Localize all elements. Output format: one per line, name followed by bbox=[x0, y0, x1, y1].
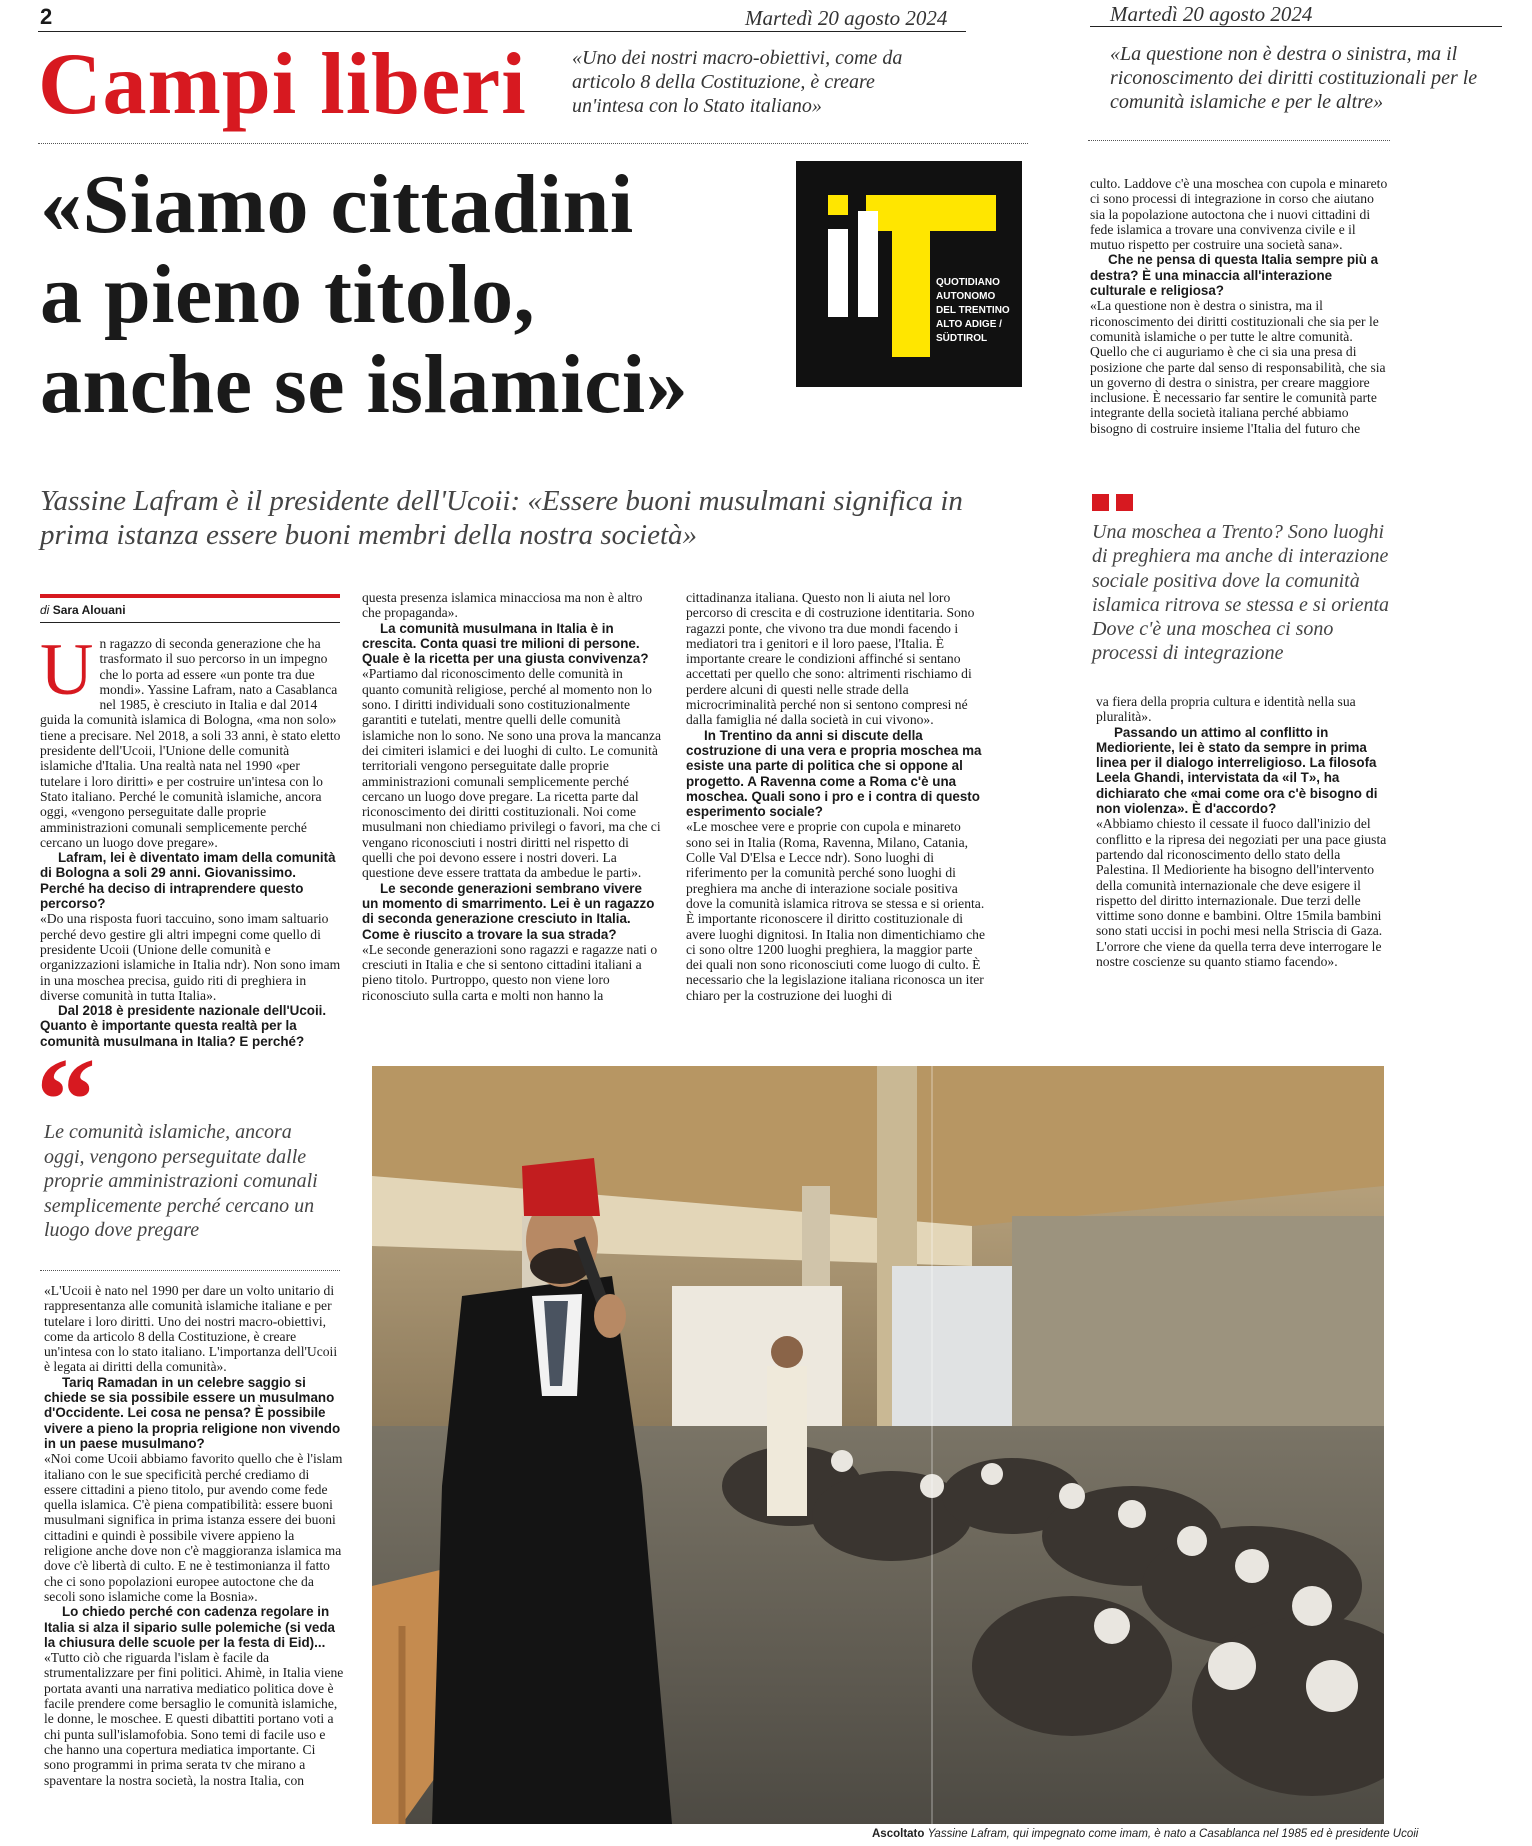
interview-question: Le seconde generazioni sembrano vivere un momento di smarrimento. Lei è un ragazzo di seconda generazione cresciuto in Italia. Come è riuscito a trovare la sua strada? bbox=[362, 880, 655, 942]
quote-right-divider bbox=[1088, 140, 1390, 141]
red-square-icon bbox=[1116, 494, 1133, 511]
quote-mark-icon: “ bbox=[36, 1033, 96, 1166]
article-column-1 bbox=[40, 629, 342, 1049]
article-paragraph: «Partiamo dal riconoscimento delle comunità in quanto comunità religiose, perché al momento non lo sono. I diritti individuali sono costituzionalmente garantiti e tutelati, mentre quelli delle comunità islamiche non lo sono. Ne sono una prova la mancanza dei cimiteri islamici e dei luoghi di culto. Le comunità territoriali vengono perseguitate dalle proprie amministrazioni comunali semplicemente perché cercano un luogo dove pregare. La ricetta parte dal riconoscimento dei diritti costituzionali. Noi come musulmani non chiediamo privilegi o favori, ma che ci vengano riconosciuti i nostri diritti nel rispetto di quelli che poi devono essere i nostri doveri. La questione deve essere trattata da ambedue le parti». bbox=[362, 666, 661, 881]
interview-question: Lo chiedo perché con cadenza regolare in Italia si alza il sipario sulle polemiche (si veda la chiusura delle scuole per la festa di Eid)... bbox=[44, 1604, 335, 1650]
article-paragraph: n ragazzo di seconda generazione che ha trasformato il suo percorso in un impegno che lo porta ad essere «un ponte tra due mondi». Yassine Lafram, nato a Casablanca nel 1985, è cresciuto in Italia e dal 2014 guida la comunità islamica di Bologna, «ma non solo» tiene a precisare. Nel 2018, a soli 33 anni, è stato eletto presidente dell'Ucoii, l'Unione delle comunità islamiche d'Italia. Una realtà nata nel 1990 «per tutelare i loro diritti» e per costruire un'intesa con lo Stato italiano. Perché le comunità islamiche, ancora oggi, «vengono perseguitate dalle proprie amministrazioni comunali semplicemente perché cercano un luogo dove pregare». bbox=[40, 636, 341, 850]
article-column-bottom-left bbox=[44, 1283, 344, 1788]
page-date: Martedì 20 agosto 2024 bbox=[745, 6, 948, 30]
headline-line-3: anche se islamici» bbox=[40, 338, 689, 431]
interview-question: Dal 2018 è presidente nazionale dell'Ucoii. Quanto è importante questa realtà per la comunità musulmana in Italia? E perché? bbox=[40, 1003, 327, 1049]
article-column-2 bbox=[362, 590, 662, 1003]
byline-accent bbox=[40, 594, 340, 598]
article-photo bbox=[372, 1066, 1384, 1824]
byline-prefix: di bbox=[40, 603, 50, 617]
quote-right: «La questione non è destra o sinistra, ma il riconoscimento dei diritti costituzionali per le comunità islamiche e per le altre» bbox=[1110, 43, 1478, 113]
svg-text:DEL TRENTINO: DEL TRENTINO bbox=[936, 305, 1010, 316]
article-paragraph: «Noi come Ucoii abbiamo favorito quello che è l'islam italiano con le sue specificità perché crediamo di essere cittadini a pieno titolo, pur avendo come fede quella islamica. C'è piena compatibilità: essere buoni musulmani significa in prima istanza essere dei buoni cittadini e quindi è possibile vivere appieno la religione anche dove non c'è maggioranza islamica ma dove c'è libertà di culto. E ne è testimonianza il fatto che ci sono popolazioni europee autoctone che da secoli sono islamiche come la Bosnia». bbox=[44, 1451, 343, 1604]
photo-caption-text: Yassine Lafram, qui impegnato come imam, è nato a Casablanca nel 1985 ed è presidente Ucoii bbox=[927, 1828, 1419, 1840]
section-divider bbox=[38, 143, 1028, 144]
pullquote-left-divider bbox=[40, 1270, 340, 1271]
headline-line-2: a pieno titolo, bbox=[40, 248, 536, 341]
section-quote: «Uno dei nostri macro-obiettivi, come da articolo 8 della Costituzione, è creare un'intesa con lo Stato italiano» bbox=[572, 47, 903, 117]
photo-caption bbox=[872, 1828, 1418, 1840]
headline bbox=[40, 160, 850, 430]
article-column-3 bbox=[686, 590, 986, 1003]
byline bbox=[40, 603, 126, 617]
section-title: Campi liberi bbox=[38, 36, 527, 133]
red-square-icon bbox=[1092, 494, 1109, 511]
svg-text:QUOTIDIANO: QUOTIDIANO bbox=[936, 277, 1000, 288]
drop-cap: U bbox=[40, 629, 94, 711]
byline-author: Sara Alouani bbox=[52, 603, 126, 617]
interview-question: Tariq Ramadan in un celebre saggio si chiede se sia possibile essere un musulmano d'Occidente. Lei cosa ne pensa? È possibile vivere a pieno la propria religione non vivendo in un paese musulmano? bbox=[44, 1374, 341, 1451]
article-paragraph: «La questione non è destra o sinistra, ma il riconoscimento dei diritti costituzionali che sia per le comunità islamiche o per tutte le altre comunità. Quello che ci auguriamo è che ci sia una presa di posizione che parte dal senso di responsabilità, che sia un governo di destra o sinistra, per creare maggiore inclusione. È necessario far sentire le comunità parte integrante della società italiana perché abbiamo bisogno di costruire insieme l'Italia del futuro che bbox=[1090, 298, 1386, 436]
page-number: 2 bbox=[40, 4, 53, 29]
article-paragraph: questa presenza islamica minacciosa ma non è altro che propaganda». bbox=[362, 590, 643, 621]
article-paragraph: «Tutto ciò che riguarda l'islam è facile da strumentalizzare per fini politici. Ahimè, in Italia viene portata avanti una narrativa mediatico politica dove è facile prendere come bersaglio le comunità islamiche, le donne, le moschee. E questi dibattiti portano voti a chi punta sull'islamofobia. Sono temi di facile uso e che hanno una copertura mediatica importante. Ci sono programmi in prima serata tv che mirano a spaventare la nostra società, la nostra Italia, con bbox=[44, 1650, 344, 1788]
pullquote-left: Le comunità islamiche, ancora oggi, vengono perseguitate dalle proprie amministrazioni comunali semplicemente perché cercano un luogo dove pregare bbox=[44, 1121, 318, 1241]
interview-question: La comunità musulmana in Italia è in crescita. Conta quasi tre milioni di persone. Quale è la ricetta per una giusta convivenza? bbox=[362, 620, 649, 667]
svg-text:SÜDTIROL: SÜDTIROL bbox=[936, 333, 988, 344]
article-paragraph: culto. Laddove c'è una moschea con cupola e minareto ci sono processi di integrazione in corso che aiutano sia la popolazione autoctona che i nuovi cittadini di fede islamica a trovare una convivenza civile e il mutuo rispetto per costruire una società sana». bbox=[1090, 176, 1388, 253]
interview-question: Che ne pensa di questa Italia sempre più a destra? È una minaccia all'interazione culturale e religiosa? bbox=[1090, 252, 1379, 299]
il-t-logo-icon bbox=[796, 161, 1022, 387]
headline-line-1: «Siamo cittadini bbox=[40, 158, 634, 251]
article-paragraph: «Abbiamo chiesto il cessate il fuoco dall'inizio del conflitto e la ripresa dei negoziati per una pace giusta partendo dal riconoscimento dello stato della Palestina. Il Medioriente ha bisogno dell'intervento della comunità internazionale che deve esigere il rispetto del diritto internazionale. Due terzi delle vittime sono donne e bambini. Oltre 15mila bambini sono stati uccisi in pochi mesi nella Striscia di Gaza. L'orrore che viene da quella terra deve interrogare le nostre coscienze su quanto stiamo facendo». bbox=[1096, 816, 1387, 970]
article-paragraph: «Do una risposta fuori taccuino, sono imam saltuario perché devo gestire gli altri impegni come quello di presidente Ucoii (Unione delle comunità e organizzazioni islamiche in Italia ndr). Non sono imam in una moschea precisa, guido riti di preghiera in diverse comunità in tutta Italia». bbox=[40, 911, 341, 1003]
newspaper-logo bbox=[796, 161, 1022, 387]
interview-question: In Trentino da anni si discute della costruzione di una vera e propria moschea ma esiste una parte di politica che si oppone al progetto. A Ravenna come a Roma c'è una moschea. Quali sono i pro e i contra di questo esperimento sociale? bbox=[686, 727, 982, 820]
article-column-4-top bbox=[1090, 176, 1390, 436]
pullquote-right: Una moschea a Trento? Sono luoghi di preghiera ma anche di interazione sociale positiva dove la comunità islamica ritrova se stessa e si orienta Dove c'è una moschea ci sono processi di integrazione bbox=[1092, 521, 1390, 665]
headline-subtitle: Yassine Lafram è il presidente dell'Ucoii: «Essere buoni musulmani significa in prima istanza essere buoni membri della nostra società» bbox=[40, 485, 963, 551]
photo-caption-label: Ascoltato bbox=[872, 1828, 925, 1840]
byline-rule bbox=[40, 622, 340, 623]
svg-text:AUTONOMO: AUTONOMO bbox=[936, 291, 996, 302]
article-paragraph: «L'Ucoii è nato nel 1990 per dare un volto unitario di rappresentanza alle comunità islamiche italiane e per tutelare i loro diritti. Uno dei nostri macro-obiettivi, come da articolo 8 della Costituzione, è creare un'intesa con lo stato italiano. L'importanza dell'Ucoii è legata ai diritti della comunità». bbox=[44, 1283, 338, 1375]
article-paragraph: cittadinanza italiana. Questo non li aiuta nel loro percorso di crescita e di costruzione identitaria. Sono ragazzi ponte, che vivono tra due mondi facendo i mediatori tra i genitori e il loro paese, l'Italia. È importante creare le condizioni affinché si sentano accettati per quello che sono: altrimenti rischiamo di perdere alcuni di questi nelle strade della microcriminalità perché non si sentono compresi né dalla famiglia né dalla società in cui vivono». bbox=[686, 590, 975, 728]
page-date-right: Martedì 20 agosto 2024 bbox=[1110, 2, 1313, 26]
pullquote-marker bbox=[1092, 494, 1133, 516]
article-paragraph: «Le seconde generazioni sono ragazzi e ragazze nati o cresciuti in Italia e che si sentono cittadini italiani a pieno titolo. Purtroppo, questo non viene loro riconosciuto sulla carta e molti non hanno la bbox=[362, 941, 658, 1003]
article-paragraph: «Le moschee vere e proprie con cupola e minareto sono sei in Italia (Roma, Ravenna, Milano, Catania, Colle Val D'Elsa e Lecce ndr). Sono luoghi di riferimento per la comunità perché sono luoghi di preghiera ma anche di interazione sociale positiva dove la comunità islamica ritrova se stessa e si orienta. È importante riconoscere il diritto costituzionale di avere luoghi dignitosi. In Italia non dimentichiamo che ci sono oltre 1200 luoghi preghiera, la maggior parte dei quali non sono riconosciuti come luogo di culto. È necessario che la legislazione italiana riconosca un iter chiaro per la costruzione dei luoghi di bbox=[686, 819, 985, 1003]
photo-illustration bbox=[372, 1066, 1384, 1824]
svg-text:ALTO ADIGE /: ALTO ADIGE / bbox=[936, 319, 1002, 330]
header-rule bbox=[38, 31, 966, 32]
article-column-4-bottom bbox=[1096, 694, 1396, 969]
interview-question: Passando un attimo al conflitto in Medioriente, lei è stato da sempre in prima linea per il dialogo interreligioso. La filosofa Leela Ghandi, intervistata da «il T», ha dichiarato che «mai come ora c'è bisogno di non violenza». È d'accordo? bbox=[1096, 724, 1378, 817]
interview-question: Lafram, lei è diventato imam della comunità di Bologna a soli 29 anni. Giovanissimo. Perché ha deciso di intraprendere questo percorso? bbox=[40, 850, 336, 912]
header-rule-right bbox=[1090, 26, 1502, 27]
article-paragraph: va fiera della propria cultura e identità nella sua pluralità». bbox=[1096, 694, 1356, 725]
